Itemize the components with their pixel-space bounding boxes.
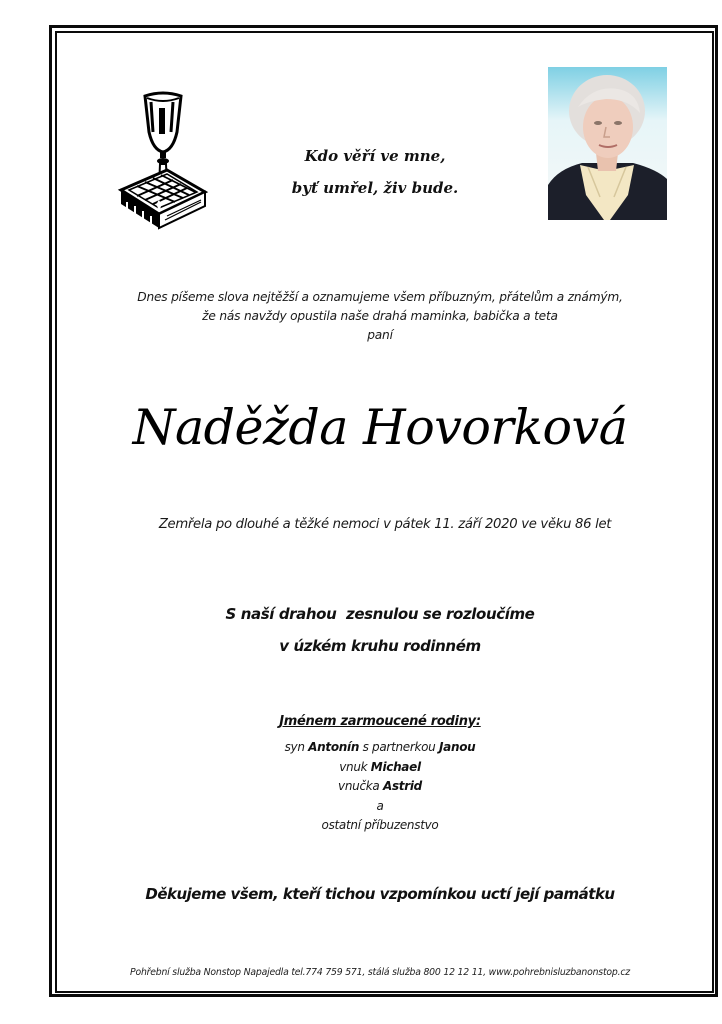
verse-line-1: Kdo věří ve mne, — [304, 147, 446, 165]
announcement-line-1: Dnes píšeme slova nejtěžší a oznamujeme všem příbuzným, přátelům a známým, — [137, 290, 623, 304]
funeral-service-footer: Pohřební služba Nonstop Napajedla tel.774 759 571, stálá služba 800 12 12 11, www.pohrebnisluzbanonstop.cz — [130, 967, 630, 978]
family-member — [100, 777, 660, 797]
portrait-photo — [548, 67, 667, 220]
announcement-line-3: paní — [367, 328, 393, 342]
verse-line-2: byť umřel, živ bude. — [291, 179, 459, 197]
member-name: Astrid — [382, 779, 422, 793]
relation-label: vnučka — [338, 779, 383, 793]
member-name: Antonín — [308, 740, 360, 754]
announcement-line-2: že nás navždy opustila naše drahá maminka, babička a teta — [202, 309, 558, 323]
relation-label: syn — [284, 740, 309, 754]
announcement — [100, 288, 660, 345]
family-member — [100, 758, 660, 778]
farewell-line-1: S naší drahou zesnulou se rozloučíme — [225, 605, 535, 623]
thanks-text: Děkujeme všem, kteří tichou vzpomínkou uctí její památku — [145, 885, 615, 903]
relation-label: s partnerkou — [359, 740, 440, 754]
family-member — [100, 738, 660, 758]
farewell-text — [100, 598, 660, 662]
deceased-name: Naděžda Hovorková — [132, 399, 628, 456]
member-name: Michael — [370, 759, 421, 774]
family-conjunction: a — [376, 798, 384, 813]
farewell-line-2: v úzkém kruhu rodinném — [279, 637, 481, 655]
bible-verse — [250, 140, 500, 204]
family-others: ostatní příbuzenstvo — [321, 818, 439, 832]
family-heading: Jménem zarmoucené rodiny: — [279, 714, 481, 729]
member-name: Janou — [439, 740, 476, 754]
death-notice: Zemřela po dlouhé a těžké nemoci v pátek 11. září 2020 ve věku 86 let — [158, 517, 612, 532]
relation-label: vnuk — [339, 759, 371, 774]
chalice-on-bible-icon — [117, 88, 209, 230]
family-list — [100, 738, 660, 836]
